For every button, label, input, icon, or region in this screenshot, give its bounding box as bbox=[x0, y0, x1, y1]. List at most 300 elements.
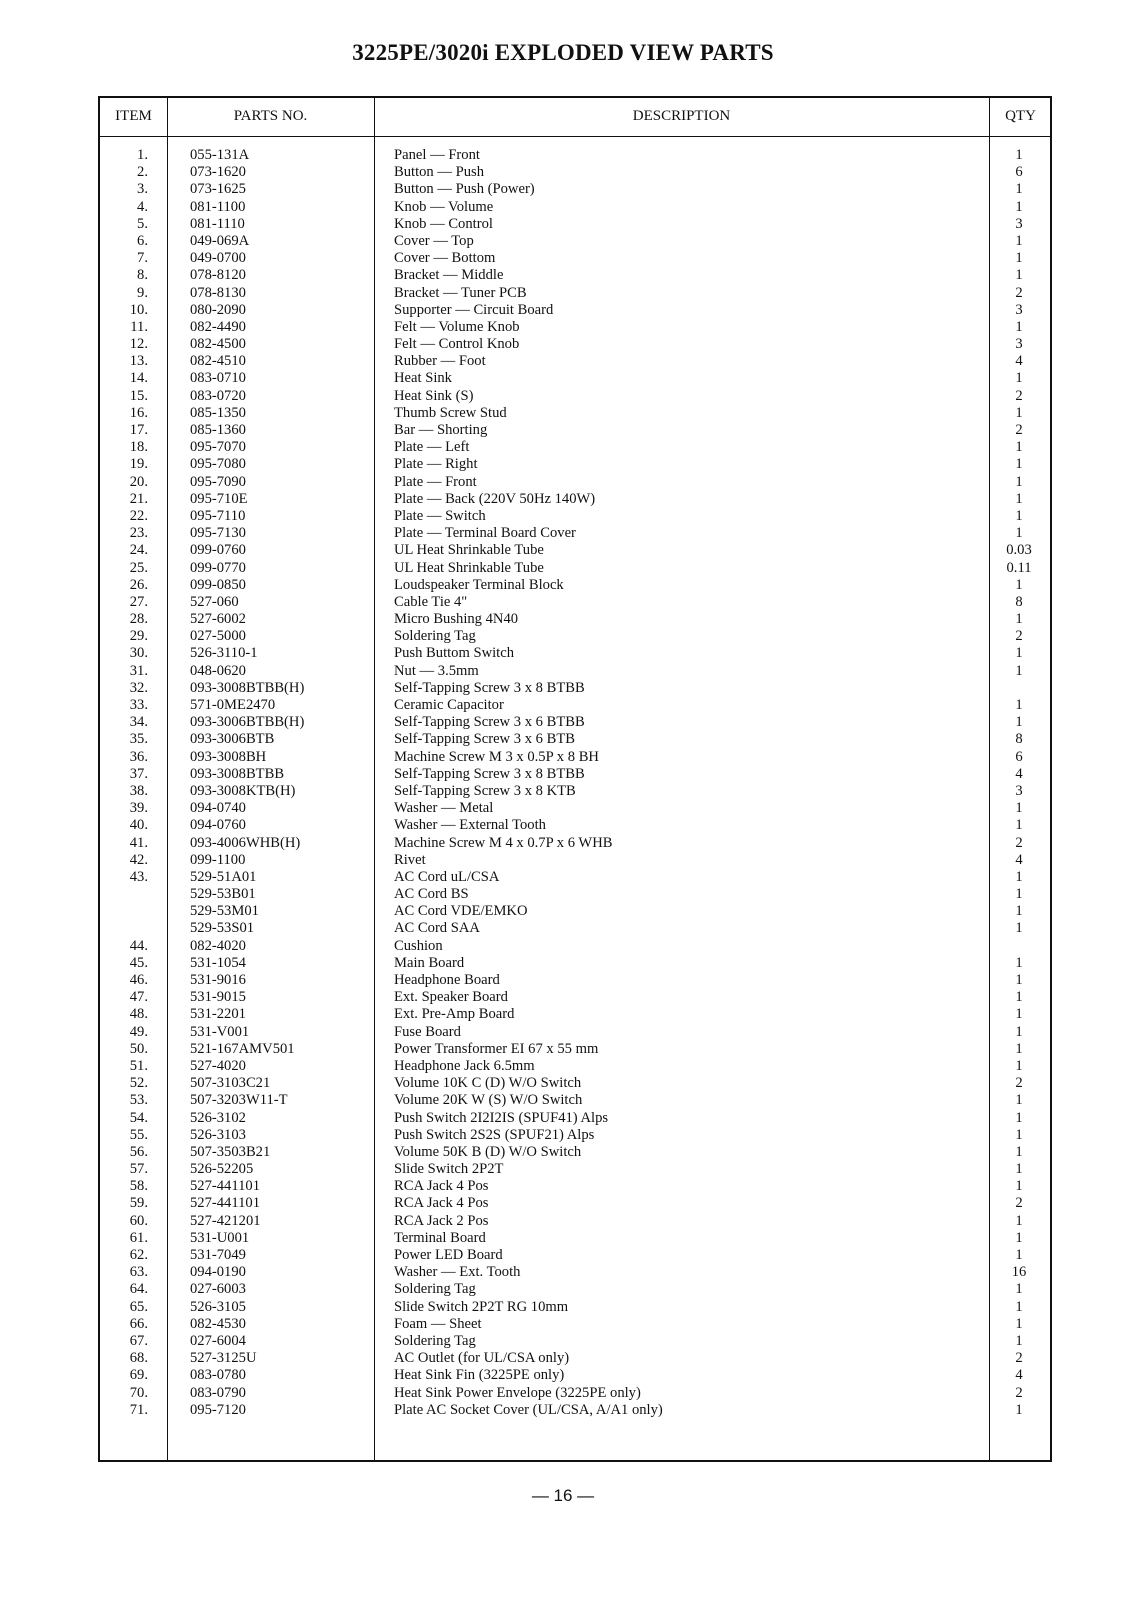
part-qty: 1 bbox=[1015, 507, 1023, 524]
table-row bbox=[100, 491, 1050, 508]
item-number: 18. bbox=[129, 439, 148, 456]
part-qty: 8 bbox=[1015, 731, 1023, 748]
table-row bbox=[100, 336, 1050, 353]
part-description: RCA Jack 4 Pos bbox=[394, 1178, 489, 1195]
part-number: 531-1054 bbox=[190, 954, 246, 971]
table-row bbox=[100, 1024, 1050, 1041]
item-number: 39. bbox=[129, 800, 148, 817]
part-description: Loudspeaker Terminal Block bbox=[394, 576, 564, 593]
item-number: 47. bbox=[129, 989, 148, 1006]
part-number: 531-2201 bbox=[190, 1006, 246, 1023]
part-description: Fuse Board bbox=[394, 1023, 461, 1040]
part-qty: 1 bbox=[1015, 903, 1023, 920]
part-number: 082-4020 bbox=[190, 937, 246, 954]
part-number: 093-3008BH bbox=[190, 748, 267, 765]
part-qty: 1 bbox=[1015, 954, 1023, 971]
part-qty: 0.03 bbox=[1006, 542, 1032, 559]
item-number: 21. bbox=[129, 490, 148, 507]
part-number: 093-3006BTB bbox=[190, 731, 275, 748]
part-number: 526-3103 bbox=[190, 1126, 246, 1143]
table-row bbox=[100, 1385, 1050, 1402]
item-number: 50. bbox=[129, 1040, 148, 1057]
part-number: 507-3203W11-T bbox=[190, 1092, 288, 1109]
part-number: 527-441101 bbox=[190, 1195, 260, 1212]
part-qty: 1 bbox=[1015, 439, 1023, 456]
part-description: Knob — Control bbox=[394, 215, 493, 232]
part-description: Soldering Tag bbox=[394, 1332, 476, 1349]
table-row bbox=[100, 1213, 1050, 1230]
part-number: 082-4500 bbox=[190, 336, 246, 353]
item-number: 66. bbox=[129, 1315, 148, 1332]
item-number: 52. bbox=[129, 1075, 148, 1092]
part-number: 082-4490 bbox=[190, 318, 246, 335]
table-row bbox=[100, 422, 1050, 439]
table-row bbox=[100, 989, 1050, 1006]
part-description: UL Heat Shrinkable Tube bbox=[394, 542, 544, 559]
part-qty: 6 bbox=[1015, 748, 1023, 765]
table-row bbox=[100, 645, 1050, 662]
item-number: 65. bbox=[129, 1298, 148, 1315]
item-number: 70. bbox=[129, 1384, 148, 1401]
part-number: 093-3008KTB(H) bbox=[190, 782, 296, 799]
part-qty: 1 bbox=[1015, 1143, 1023, 1160]
item-number: 44. bbox=[129, 937, 148, 954]
part-description: Main Board bbox=[394, 954, 465, 971]
table-row bbox=[100, 560, 1050, 577]
part-number: 529-53M01 bbox=[190, 903, 259, 920]
part-qty: 1 bbox=[1015, 318, 1023, 335]
part-number: 055-131A bbox=[190, 147, 250, 163]
part-description: Cover — Bottom bbox=[394, 250, 496, 267]
table-row bbox=[100, 370, 1050, 387]
part-qty: 2 bbox=[1015, 1384, 1023, 1401]
table-row bbox=[100, 285, 1050, 302]
part-number: 078-8130 bbox=[190, 284, 246, 301]
part-qty: 1 bbox=[1015, 972, 1023, 988]
part-description: Cushion bbox=[394, 937, 443, 954]
part-qty: 1 bbox=[1015, 490, 1023, 507]
part-qty: 4 bbox=[1015, 353, 1023, 370]
page-title: 3225PE/3020i EXPLODED VIEW PARTS bbox=[352, 40, 774, 65]
part-qty: 2 bbox=[1015, 834, 1023, 851]
item-number: 53. bbox=[129, 1092, 148, 1109]
part-qty: 1 bbox=[1015, 662, 1023, 679]
part-number: 073-1625 bbox=[190, 181, 246, 198]
part-number: 082-4530 bbox=[190, 1315, 246, 1332]
part-qty: 2 bbox=[1015, 1195, 1023, 1212]
table-row bbox=[100, 869, 1050, 886]
table-row bbox=[100, 439, 1050, 456]
part-description: Plate — Back (220V 50Hz 140W) bbox=[394, 490, 596, 507]
item-number: 24. bbox=[129, 542, 148, 559]
item-number: 48. bbox=[129, 1006, 148, 1023]
table-row bbox=[100, 920, 1050, 937]
table-row bbox=[100, 1041, 1050, 1058]
table-row bbox=[100, 800, 1050, 817]
part-description: Knob — Volume bbox=[394, 198, 494, 215]
part-qty: 3 bbox=[1015, 782, 1023, 799]
table-row bbox=[100, 1075, 1050, 1092]
table-row bbox=[100, 508, 1050, 525]
item-number: 32. bbox=[129, 679, 148, 696]
item-number: 3. bbox=[137, 181, 148, 198]
table-row bbox=[100, 1402, 1050, 1419]
table-row bbox=[100, 577, 1050, 594]
part-qty: 1 bbox=[1015, 1332, 1023, 1349]
header-divider bbox=[100, 136, 1050, 137]
item-number: 7. bbox=[137, 250, 148, 267]
part-qty: 2 bbox=[1015, 422, 1023, 438]
table-row bbox=[100, 1247, 1050, 1264]
table-row bbox=[100, 216, 1050, 233]
part-description: Plate — Right bbox=[394, 456, 478, 473]
item-number: 16. bbox=[129, 404, 148, 421]
table-row bbox=[100, 250, 1050, 267]
part-description: Soldering Tag bbox=[394, 1281, 476, 1298]
table-row bbox=[100, 1264, 1050, 1281]
part-description: Self-Tapping Screw 3 x 6 BTBB bbox=[394, 714, 585, 731]
item-number: 46. bbox=[129, 972, 148, 988]
part-number: 093-3006BTBB(H) bbox=[190, 714, 305, 731]
item-number: 61. bbox=[129, 1229, 148, 1246]
part-description: RCA Jack 4 Pos bbox=[394, 1195, 489, 1212]
part-description: Self-Tapping Screw 3 x 8 BTBB bbox=[394, 679, 585, 696]
parts-list bbox=[100, 147, 1050, 1419]
page-number: — 16 — bbox=[531, 1486, 595, 1505]
part-qty: 1 bbox=[1015, 404, 1023, 421]
part-number: 527-4020 bbox=[190, 1057, 246, 1074]
table-row bbox=[100, 199, 1050, 216]
part-description: Slide Switch 2P2T bbox=[394, 1161, 504, 1178]
item-number: 43. bbox=[129, 868, 148, 885]
part-qty: 1 bbox=[1015, 714, 1023, 731]
part-number: 531-9016 bbox=[190, 972, 246, 988]
part-qty: 1 bbox=[1015, 576, 1023, 593]
table-row bbox=[100, 388, 1050, 405]
table-row bbox=[100, 1281, 1050, 1298]
part-qty: 1 bbox=[1015, 1109, 1023, 1126]
part-description: AC Cord SAA bbox=[394, 920, 480, 937]
part-number: 095-7120 bbox=[190, 1401, 246, 1418]
table-row bbox=[100, 147, 1050, 164]
part-number: 529-53B01 bbox=[190, 886, 256, 903]
table-row bbox=[100, 1333, 1050, 1350]
table-row bbox=[100, 680, 1050, 697]
header-item: ITEM bbox=[115, 108, 152, 124]
item-number: 68. bbox=[129, 1350, 148, 1367]
part-qty: 8 bbox=[1015, 593, 1023, 610]
item-number: 64. bbox=[129, 1281, 148, 1298]
table-row bbox=[100, 835, 1050, 852]
item-number: 40. bbox=[129, 817, 148, 834]
part-number: 083-0710 bbox=[190, 370, 246, 387]
part-description: Plate — Front bbox=[394, 473, 477, 490]
item-number: 57. bbox=[129, 1161, 148, 1178]
item-number: 14. bbox=[129, 370, 148, 387]
part-qty: 2 bbox=[1015, 1075, 1023, 1092]
item-number: 15. bbox=[129, 387, 148, 404]
part-description: Machine Screw M 4 x 0.7P x 6 WHB bbox=[394, 834, 613, 851]
item-number: 1. bbox=[137, 147, 148, 163]
part-number: 095-710E bbox=[190, 490, 248, 507]
part-qty: 4 bbox=[1015, 765, 1023, 782]
part-description: Washer — Ext. Tooth bbox=[394, 1264, 521, 1281]
table-row bbox=[100, 474, 1050, 491]
part-qty: 1 bbox=[1015, 645, 1023, 662]
item-number: 45. bbox=[129, 954, 148, 971]
part-qty: 1 bbox=[1015, 456, 1023, 473]
table-row bbox=[100, 972, 1050, 989]
part-description: Rubber — Foot bbox=[394, 353, 486, 370]
part-number: 507-3103C21 bbox=[190, 1075, 271, 1092]
item-number: 20. bbox=[129, 473, 148, 490]
part-number: 527-6002 bbox=[190, 611, 246, 628]
part-number: 099-0850 bbox=[190, 576, 246, 593]
item-number: 17. bbox=[129, 422, 148, 438]
part-qty: 1 bbox=[1015, 1023, 1023, 1040]
part-description: Plate — Terminal Board Cover bbox=[394, 525, 576, 542]
part-qty: 1 bbox=[1015, 1057, 1023, 1074]
part-number: 094-0740 bbox=[190, 800, 246, 817]
item-number: 60. bbox=[129, 1212, 148, 1229]
part-qty: 16 bbox=[1011, 1264, 1027, 1281]
item-number: 31. bbox=[129, 662, 148, 679]
part-number: 527-441101 bbox=[190, 1178, 260, 1195]
part-description: Washer — Metal bbox=[394, 800, 494, 817]
part-qty: 2 bbox=[1015, 284, 1023, 301]
part-qty: 1 bbox=[1015, 198, 1023, 215]
table-row bbox=[100, 353, 1050, 370]
part-description: Volume 50K B (D) W/O Switch bbox=[394, 1143, 582, 1160]
item-number: 29. bbox=[129, 628, 148, 645]
part-number: 095-7090 bbox=[190, 473, 246, 490]
part-description: Felt — Volume Knob bbox=[394, 318, 520, 335]
part-description: Self-Tapping Screw 3 x 8 BTBB bbox=[394, 765, 585, 782]
table-row bbox=[100, 1230, 1050, 1247]
item-number: 67. bbox=[129, 1332, 148, 1349]
table-row bbox=[100, 817, 1050, 834]
table-row bbox=[100, 714, 1050, 731]
part-description: Rivet bbox=[394, 851, 426, 868]
item-number: 30. bbox=[129, 645, 148, 662]
table-row bbox=[100, 405, 1050, 422]
part-description: Plate AC Socket Cover (UL/CSA, A/A1 only) bbox=[394, 1401, 663, 1418]
table-row bbox=[100, 697, 1050, 714]
part-description: Power Transformer EI 67 x 55 mm bbox=[394, 1040, 599, 1057]
item-number: 62. bbox=[129, 1247, 148, 1263]
part-description: Headphone Jack 6.5mm bbox=[394, 1057, 535, 1074]
part-number: 049-069A bbox=[190, 232, 250, 249]
part-number: 048-0620 bbox=[190, 662, 246, 679]
table-row bbox=[100, 525, 1050, 542]
table-row bbox=[100, 1092, 1050, 1109]
table-row bbox=[100, 267, 1050, 284]
table-row bbox=[100, 1367, 1050, 1384]
table-row bbox=[100, 783, 1050, 800]
part-description: Micro Bushing 4N40 bbox=[394, 611, 519, 628]
table-row bbox=[100, 1058, 1050, 1075]
part-description: Heat Sink Power Envelope (3225PE only) bbox=[394, 1384, 641, 1401]
part-qty: 2 bbox=[1015, 628, 1023, 645]
part-description: UL Heat Shrinkable Tube bbox=[394, 559, 544, 576]
part-qty: 4 bbox=[1015, 1367, 1023, 1384]
table-row bbox=[100, 938, 1050, 955]
part-description: Self-Tapping Screw 3 x 8 KTB bbox=[394, 782, 576, 799]
table-row bbox=[100, 233, 1050, 250]
part-description: Push Buttom Switch bbox=[394, 645, 515, 662]
item-number: 13. bbox=[129, 353, 148, 370]
item-number: 23. bbox=[129, 525, 148, 542]
part-number: 526-3105 bbox=[190, 1298, 246, 1315]
table-row bbox=[100, 886, 1050, 903]
table-row bbox=[100, 542, 1050, 559]
table-row bbox=[100, 1006, 1050, 1023]
table-row bbox=[100, 164, 1050, 181]
part-number: 521-167AMV501 bbox=[190, 1040, 295, 1057]
part-description: Panel — Front bbox=[394, 147, 480, 163]
part-number: 073-1620 bbox=[190, 164, 246, 181]
part-description: Heat Sink bbox=[394, 370, 452, 387]
part-qty: 1 bbox=[1015, 1315, 1023, 1332]
part-description: AC Cord VDE/EMKO bbox=[394, 903, 528, 920]
item-number: 59. bbox=[129, 1195, 148, 1212]
part-qty: 4 bbox=[1015, 851, 1023, 868]
part-number: 527-421201 bbox=[190, 1212, 261, 1229]
part-number: 095-7080 bbox=[190, 456, 246, 473]
item-number: 11. bbox=[130, 318, 148, 335]
part-qty: 3 bbox=[1015, 336, 1023, 353]
part-number: 027-5000 bbox=[190, 628, 246, 645]
item-number: 26. bbox=[129, 576, 148, 593]
item-number: 19. bbox=[129, 456, 148, 473]
part-number: 027-6004 bbox=[190, 1332, 246, 1349]
table-row bbox=[100, 663, 1050, 680]
part-description: Soldering Tag bbox=[394, 628, 476, 645]
part-description: Self-Tapping Screw 3 x 6 BTB bbox=[394, 731, 575, 748]
part-description: Bracket — Tuner PCB bbox=[394, 284, 527, 301]
part-number: 526-52205 bbox=[190, 1161, 254, 1178]
part-description: Ceramic Capacitor bbox=[394, 697, 504, 713]
part-description: Nut — 3.5mm bbox=[394, 662, 479, 679]
item-number: 71. bbox=[129, 1401, 148, 1418]
item-number: 69. bbox=[129, 1367, 148, 1384]
header-parts-no: PARTS NO. bbox=[233, 108, 308, 124]
item-number: 63. bbox=[129, 1264, 148, 1281]
table-row bbox=[100, 955, 1050, 972]
part-description: Volume 10K C (D) W/O Switch bbox=[394, 1075, 582, 1092]
part-number: 049-0700 bbox=[190, 250, 246, 267]
table-row bbox=[100, 1161, 1050, 1178]
part-description: Slide Switch 2P2T RG 10mm bbox=[394, 1298, 569, 1315]
part-qty: 1 bbox=[1015, 800, 1023, 817]
table-row bbox=[100, 1110, 1050, 1127]
table-row bbox=[100, 852, 1050, 869]
part-qty: 3 bbox=[1015, 215, 1023, 232]
table-row bbox=[100, 594, 1050, 611]
part-qty: 1 bbox=[1015, 1040, 1023, 1057]
part-number: 531-V001 bbox=[190, 1023, 250, 1040]
item-number: 42. bbox=[129, 851, 148, 868]
part-number: 095-7070 bbox=[190, 439, 246, 456]
part-number: 526-3110-1 bbox=[190, 645, 258, 662]
item-number: 54. bbox=[129, 1109, 148, 1126]
part-description: Heat Sink (S) bbox=[394, 387, 474, 404]
part-qty: 1 bbox=[1015, 181, 1023, 198]
part-qty: 1 bbox=[1015, 232, 1023, 249]
part-number: 083-0790 bbox=[190, 1384, 246, 1401]
part-number: 083-0720 bbox=[190, 387, 246, 404]
item-number: 25. bbox=[129, 559, 148, 576]
part-number: 080-2090 bbox=[190, 301, 246, 318]
part-number: 083-0780 bbox=[190, 1367, 246, 1384]
item-number: 28. bbox=[129, 611, 148, 628]
item-number: 22. bbox=[129, 507, 148, 524]
part-description: Cover — Top bbox=[394, 232, 474, 249]
part-qty: 1 bbox=[1015, 1229, 1023, 1246]
part-number: 529-51A01 bbox=[190, 868, 257, 885]
part-description: AC Cord uL/CSA bbox=[394, 868, 500, 885]
header-qty: QTY bbox=[1005, 108, 1036, 124]
item-number: 33. bbox=[129, 697, 148, 713]
part-number: 094-0190 bbox=[190, 1264, 246, 1281]
item-number: 4. bbox=[137, 198, 148, 215]
part-number: 093-3008BTBB bbox=[190, 765, 285, 782]
part-qty: 6 bbox=[1015, 164, 1023, 181]
item-number: 37. bbox=[129, 765, 148, 782]
part-qty: 3 bbox=[1015, 301, 1023, 318]
table-row bbox=[100, 456, 1050, 473]
part-description: Felt — Control Knob bbox=[394, 336, 520, 353]
part-description: Machine Screw M 3 x 0.5P x 8 BH bbox=[394, 748, 599, 765]
item-number: 35. bbox=[129, 731, 148, 748]
part-qty: 1 bbox=[1015, 1006, 1023, 1023]
item-number: 8. bbox=[137, 267, 148, 284]
part-number: 085-1360 bbox=[190, 422, 246, 438]
table-row bbox=[100, 611, 1050, 628]
item-number: 27. bbox=[129, 593, 148, 610]
part-qty: 1 bbox=[1015, 1401, 1023, 1418]
part-description: Bar — Shorting bbox=[394, 422, 488, 438]
part-number: 081-1110 bbox=[190, 215, 245, 232]
part-qty: 1 bbox=[1015, 920, 1023, 937]
item-number: 55. bbox=[129, 1126, 148, 1143]
part-description: Supporter — Circuit Board bbox=[394, 301, 554, 318]
table-row bbox=[100, 302, 1050, 319]
part-number: 527-060 bbox=[190, 593, 239, 610]
table-row bbox=[100, 1195, 1050, 1212]
part-description: Cable Tie 4" bbox=[394, 593, 468, 610]
part-description: Thumb Screw Stud bbox=[394, 404, 507, 421]
table-row bbox=[100, 1316, 1050, 1333]
item-number: 10. bbox=[129, 301, 148, 318]
item-number: 51. bbox=[129, 1057, 148, 1074]
part-qty: 1 bbox=[1015, 1178, 1023, 1195]
item-number: 38. bbox=[129, 782, 148, 799]
part-qty: 1 bbox=[1015, 370, 1023, 387]
part-qty: 1 bbox=[1015, 525, 1023, 542]
part-qty: 1 bbox=[1015, 1126, 1023, 1143]
part-number: 527-3125U bbox=[190, 1350, 257, 1367]
part-number: 507-3503B21 bbox=[190, 1143, 271, 1160]
item-number: 6. bbox=[137, 232, 148, 249]
part-qty: 1 bbox=[1015, 1092, 1023, 1109]
part-description: Ext. Pre-Amp Board bbox=[394, 1006, 515, 1023]
item-number: 56. bbox=[129, 1143, 148, 1160]
table-row bbox=[100, 319, 1050, 336]
part-description: Push Switch 2I2I2IS (SPUF41) Alps bbox=[394, 1109, 609, 1126]
part-number: 526-3102 bbox=[190, 1109, 246, 1126]
part-number: 095-7130 bbox=[190, 525, 246, 542]
